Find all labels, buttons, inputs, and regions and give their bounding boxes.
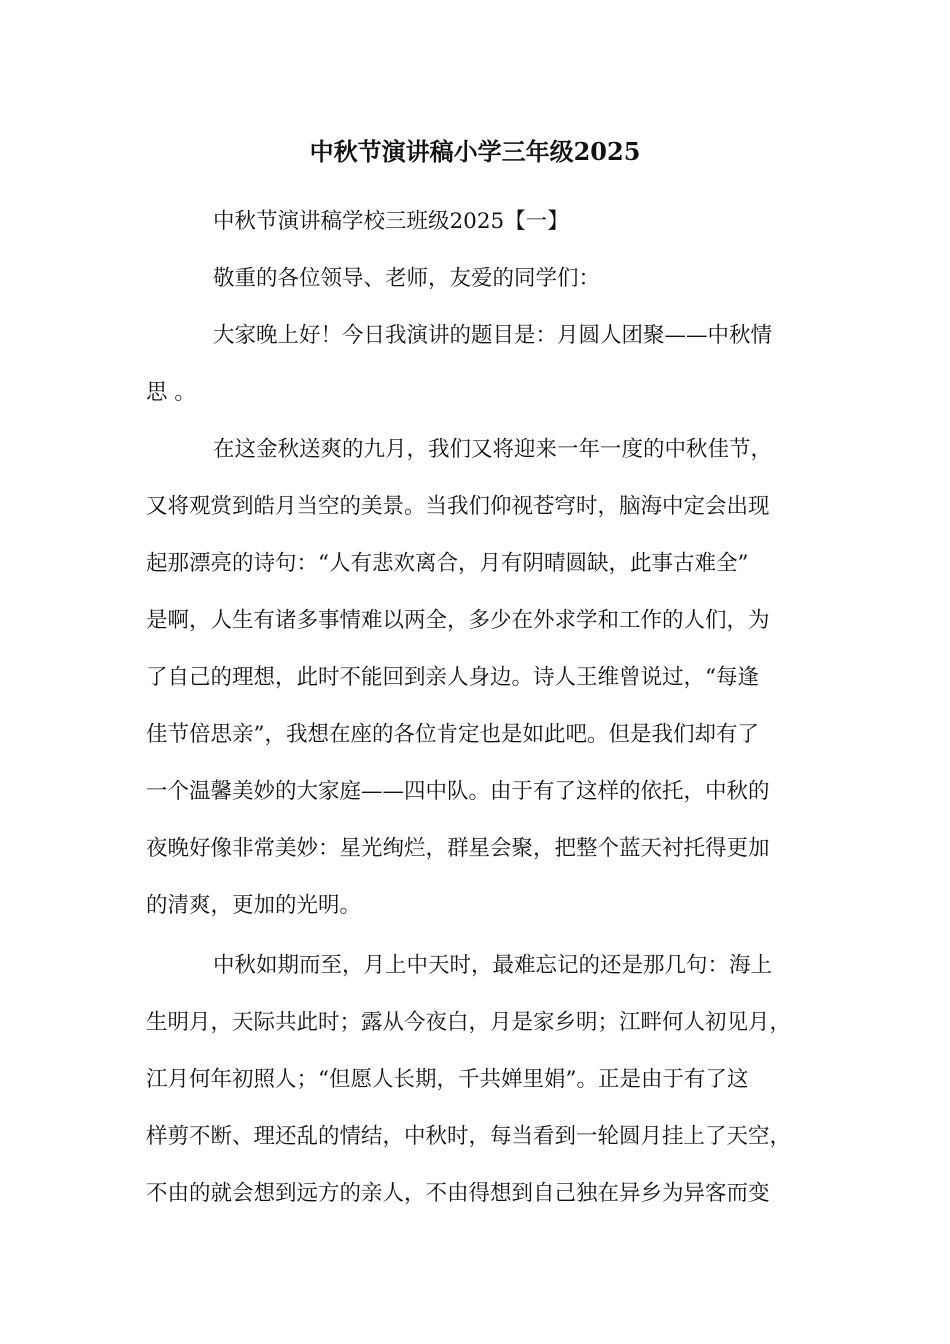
- paragraph-line: 在这金秋送爽的九月，我们又将迎来一年一度的中秋佳节，: [213, 437, 773, 462]
- paragraph-line: 样剪不断、理还乱的情结，中秋时，每当看到一轮圆月挂上了天空，: [146, 1124, 792, 1149]
- paragraph-line: 一个温馨美妙的大家庭——四中队。由于有了这样的依托，中秋的: [146, 779, 770, 804]
- paragraph-line: 大家晚上好！今日我演讲的题目是：月圆人团聚——中秋情: [213, 323, 773, 348]
- paragraph-line: 思 。: [146, 380, 196, 405]
- section-heading: 中秋节演讲稿学校三班级2025【一】: [213, 209, 569, 234]
- paragraph-line: 江月何年初照人；“但愿人长期，千共婵里娟”。正是由于有了这: [146, 1067, 749, 1092]
- paragraph-line: 是啊，人生有诸多事情难以两全，多少在外求学和工作的人们，为: [146, 608, 770, 633]
- paragraph-line: 夜晚好像非常美妙：星光绚烂，群星会聚，把整个蓝天衬托得更加: [146, 836, 770, 861]
- paragraph-line: 了自己的理想，此时不能回到亲人身边。诗人王维曾说过，“每逢: [146, 665, 759, 690]
- paragraph-line: 中秋如期而至，月上中天时，最难忘记的还是那几句：海上: [213, 953, 773, 978]
- greeting-line: 敬重的各位领导、老师，友爱的同学们：: [213, 266, 601, 291]
- paragraph-line: 不由的就会想到远方的亲人，不由得想到自己独在异乡为异客而变: [146, 1181, 770, 1206]
- paragraph-line: 起那漂亮的诗句：“人有悲欢离合，月有阴晴圆缺，此事古难全”: [146, 551, 749, 576]
- paragraph-line: 生明月，天际共此时；露从今夜白，月是家乡明；江畔何人初见月，: [146, 1010, 792, 1035]
- paragraph-line: 佳节倍思亲”，我想在座的各位肯定也是如此吧。但是我们却有了: [146, 722, 759, 747]
- paragraph-line: 的清爽，更加的光明。: [146, 893, 362, 918]
- document-title: 中秋节演讲稿小学三年级2025: [309, 137, 641, 166]
- paragraph-line: 又将观赏到皓月当空的美景。当我们仰视苍穹时，脑海中定会出现: [146, 494, 770, 519]
